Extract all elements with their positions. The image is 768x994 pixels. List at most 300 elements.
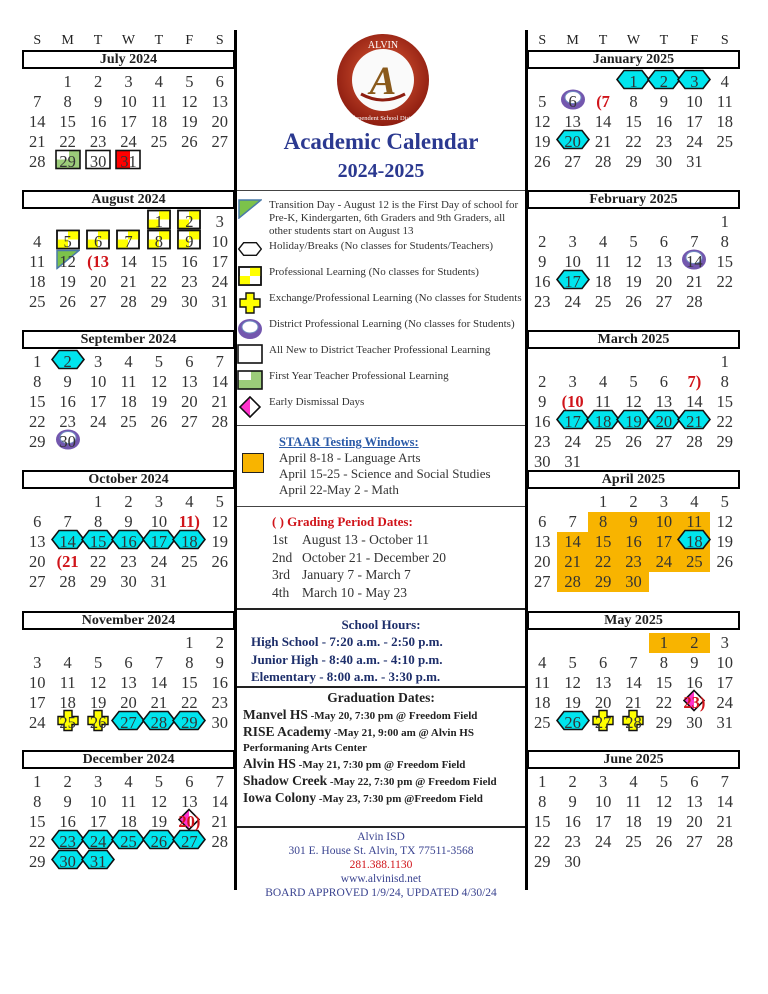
day-cell[interactable] — [144, 532, 174, 552]
day-cell[interactable] — [22, 412, 52, 432]
day-cell[interactable] — [113, 673, 143, 693]
day-cell[interactable] — [205, 512, 235, 532]
day-cell[interactable] — [144, 92, 174, 112]
day-cell[interactable] — [22, 252, 52, 272]
day-cell[interactable] — [113, 292, 143, 312]
day-cell[interactable] — [144, 772, 174, 792]
day-cell[interactable] — [113, 713, 143, 733]
day-cell[interactable] — [22, 812, 52, 832]
day-cell[interactable] — [588, 92, 618, 112]
day-cell[interactable] — [174, 772, 204, 792]
day-cell[interactable] — [679, 633, 709, 653]
day-cell[interactable] — [618, 432, 648, 452]
day-cell[interactable] — [710, 272, 740, 292]
day-cell[interactable] — [527, 572, 557, 592]
day-cell[interactable] — [205, 72, 235, 92]
day-cell[interactable] — [144, 272, 174, 292]
day-cell[interactable] — [22, 92, 52, 112]
day-cell[interactable] — [113, 572, 143, 592]
day-cell[interactable] — [113, 552, 143, 572]
day-cell[interactable] — [710, 532, 740, 552]
day-cell[interactable] — [527, 673, 557, 693]
day-cell[interactable] — [52, 653, 82, 673]
day-cell[interactable] — [649, 412, 679, 432]
day-cell[interactable] — [588, 412, 618, 432]
day-cell[interactable] — [174, 352, 204, 372]
day-cell[interactable] — [52, 272, 82, 292]
day-cell[interactable] — [557, 673, 587, 693]
day-cell[interactable] — [205, 832, 235, 852]
day-cell[interactable] — [527, 132, 557, 152]
day-cell[interactable] — [527, 272, 557, 292]
day-cell[interactable] — [557, 832, 587, 852]
day-cell[interactable] — [588, 552, 618, 572]
day-cell[interactable] — [205, 232, 235, 252]
day-cell[interactable] — [618, 552, 648, 572]
day-cell[interactable] — [83, 72, 113, 92]
day-cell[interactable] — [174, 392, 204, 412]
day-cell[interactable] — [679, 412, 709, 432]
day-cell[interactable] — [174, 653, 204, 673]
day-cell[interactable] — [52, 532, 82, 552]
day-cell[interactable] — [83, 352, 113, 372]
day-cell[interactable] — [588, 572, 618, 592]
day-cell[interactable] — [588, 292, 618, 312]
day-cell[interactable] — [113, 232, 143, 252]
day-cell[interactable] — [83, 772, 113, 792]
day-cell[interactable] — [557, 552, 587, 572]
day-cell[interactable] — [618, 232, 648, 252]
day-cell[interactable] — [618, 792, 648, 812]
day-cell[interactable] — [83, 252, 113, 272]
day-cell[interactable] — [649, 92, 679, 112]
day-cell[interactable] — [588, 252, 618, 272]
day-cell[interactable] — [83, 552, 113, 572]
day-cell[interactable] — [588, 492, 618, 512]
day-cell[interactable] — [649, 512, 679, 532]
day-cell[interactable] — [83, 392, 113, 412]
day-cell[interactable] — [557, 713, 587, 733]
day-cell[interactable] — [52, 772, 82, 792]
day-cell[interactable] — [679, 552, 709, 572]
day-cell[interactable] — [679, 792, 709, 812]
day-cell[interactable] — [649, 673, 679, 693]
day-cell[interactable] — [649, 653, 679, 673]
day-cell[interactable] — [174, 112, 204, 132]
day-cell[interactable] — [588, 272, 618, 292]
day-cell[interactable] — [557, 572, 587, 592]
day-cell[interactable] — [710, 512, 740, 532]
day-cell[interactable] — [618, 292, 648, 312]
day-cell[interactable] — [22, 832, 52, 852]
day-cell[interactable] — [22, 372, 52, 392]
day-cell[interactable] — [52, 92, 82, 112]
day-cell[interactable] — [113, 532, 143, 552]
day-cell[interactable] — [22, 432, 52, 452]
day-cell[interactable] — [527, 852, 557, 872]
day-cell[interactable] — [205, 492, 235, 512]
day-cell[interactable] — [113, 492, 143, 512]
day-cell[interactable] — [22, 552, 52, 572]
day-cell[interactable] — [710, 673, 740, 693]
day-cell[interactable] — [205, 212, 235, 232]
day-cell[interactable] — [113, 72, 143, 92]
day-cell[interactable] — [710, 92, 740, 112]
day-cell[interactable] — [588, 112, 618, 132]
day-cell[interactable] — [557, 292, 587, 312]
day-cell[interactable] — [205, 693, 235, 713]
day-cell[interactable] — [205, 532, 235, 552]
day-cell[interactable] — [588, 512, 618, 532]
day-cell[interactable] — [144, 292, 174, 312]
day-cell[interactable] — [649, 492, 679, 512]
day-cell[interactable] — [144, 572, 174, 592]
day-cell[interactable] — [52, 673, 82, 693]
day-cell[interactable] — [174, 272, 204, 292]
day-cell[interactable] — [649, 272, 679, 292]
day-cell[interactable] — [205, 633, 235, 653]
day-cell[interactable] — [649, 432, 679, 452]
day-cell[interactable] — [52, 372, 82, 392]
day-cell[interactable] — [649, 532, 679, 552]
day-cell[interactable] — [52, 352, 82, 372]
day-cell[interactable] — [22, 572, 52, 592]
day-cell[interactable] — [679, 152, 709, 172]
day-cell[interactable] — [144, 832, 174, 852]
day-cell[interactable] — [649, 152, 679, 172]
day-cell[interactable] — [710, 372, 740, 392]
day-cell[interactable] — [649, 252, 679, 272]
day-cell[interactable] — [83, 673, 113, 693]
day-cell[interactable] — [113, 92, 143, 112]
day-cell[interactable] — [710, 792, 740, 812]
day-cell[interactable] — [588, 432, 618, 452]
day-cell[interactable] — [588, 152, 618, 172]
day-cell[interactable] — [205, 112, 235, 132]
day-cell[interactable] — [649, 693, 679, 713]
day-cell[interactable] — [527, 292, 557, 312]
day-cell[interactable] — [649, 112, 679, 132]
day-cell[interactable] — [679, 292, 709, 312]
day-cell[interactable] — [205, 352, 235, 372]
day-cell[interactable] — [205, 713, 235, 733]
day-cell[interactable] — [588, 132, 618, 152]
day-cell[interactable] — [113, 653, 143, 673]
footer-website[interactable]: www.alvinisd.net — [340, 873, 422, 885]
day-cell[interactable] — [144, 792, 174, 812]
day-cell[interactable] — [618, 512, 648, 532]
day-cell[interactable] — [618, 532, 648, 552]
day-cell[interactable] — [113, 832, 143, 852]
day-cell[interactable] — [557, 152, 587, 172]
day-cell[interactable] — [557, 852, 587, 872]
day-cell[interactable] — [527, 693, 557, 713]
day-cell[interactable] — [649, 292, 679, 312]
day-cell[interactable] — [83, 713, 113, 733]
day-cell[interactable] — [174, 92, 204, 112]
day-cell[interactable] — [649, 232, 679, 252]
day-cell[interactable] — [649, 772, 679, 792]
day-cell[interactable] — [83, 572, 113, 592]
day-cell[interactable] — [205, 92, 235, 112]
day-cell[interactable] — [618, 72, 648, 92]
day-cell[interactable] — [527, 713, 557, 733]
day-cell[interactable] — [710, 232, 740, 252]
day-cell[interactable] — [649, 792, 679, 812]
day-cell[interactable] — [52, 252, 82, 272]
day-cell[interactable] — [174, 372, 204, 392]
day-cell[interactable] — [205, 252, 235, 272]
day-cell[interactable] — [22, 272, 52, 292]
day-cell[interactable] — [679, 653, 709, 673]
day-cell[interactable] — [22, 232, 52, 252]
day-cell[interactable] — [83, 92, 113, 112]
day-cell[interactable] — [205, 673, 235, 693]
day-cell[interactable] — [710, 352, 740, 372]
day-cell[interactable] — [557, 272, 587, 292]
day-cell[interactable] — [113, 112, 143, 132]
day-cell[interactable] — [527, 452, 557, 472]
day-cell[interactable] — [83, 292, 113, 312]
day-cell[interactable] — [144, 392, 174, 412]
day-cell[interactable] — [557, 412, 587, 432]
day-cell[interactable] — [527, 832, 557, 852]
day-cell[interactable] — [649, 72, 679, 92]
day-cell[interactable] — [174, 633, 204, 653]
day-cell[interactable] — [205, 772, 235, 792]
day-cell[interactable] — [174, 132, 204, 152]
day-cell[interactable] — [679, 832, 709, 852]
day-cell[interactable] — [174, 832, 204, 852]
day-cell[interactable] — [710, 412, 740, 432]
day-cell[interactable] — [144, 72, 174, 92]
day-cell[interactable] — [22, 693, 52, 713]
day-cell[interactable] — [557, 772, 587, 792]
day-cell[interactable] — [527, 112, 557, 132]
day-cell[interactable] — [174, 492, 204, 512]
day-cell[interactable] — [527, 232, 557, 252]
day-cell[interactable] — [52, 292, 82, 312]
day-cell[interactable] — [83, 653, 113, 673]
day-cell[interactable] — [174, 713, 204, 733]
day-cell[interactable] — [144, 713, 174, 733]
day-cell[interactable] — [174, 812, 204, 832]
day-cell[interactable] — [618, 372, 648, 392]
day-cell[interactable] — [527, 792, 557, 812]
day-cell[interactable] — [205, 552, 235, 572]
day-cell[interactable] — [557, 372, 587, 392]
day-cell[interactable] — [83, 152, 113, 172]
day-cell[interactable] — [83, 232, 113, 252]
day-cell[interactable] — [588, 232, 618, 252]
day-cell[interactable] — [113, 252, 143, 272]
day-cell[interactable] — [679, 492, 709, 512]
day-cell[interactable] — [527, 512, 557, 532]
day-cell[interactable] — [679, 112, 709, 132]
day-cell[interactable] — [83, 112, 113, 132]
day-cell[interactable] — [618, 772, 648, 792]
day-cell[interactable] — [22, 532, 52, 552]
day-cell[interactable] — [83, 412, 113, 432]
day-cell[interactable] — [205, 132, 235, 152]
day-cell[interactable] — [710, 713, 740, 733]
day-cell[interactable] — [710, 772, 740, 792]
day-cell[interactable] — [710, 653, 740, 673]
day-cell[interactable] — [588, 812, 618, 832]
day-cell[interactable] — [22, 132, 52, 152]
day-cell[interactable] — [618, 572, 648, 592]
day-cell[interactable] — [588, 653, 618, 673]
day-cell[interactable] — [22, 152, 52, 172]
day-cell[interactable] — [649, 633, 679, 653]
day-cell[interactable] — [618, 252, 648, 272]
day-cell[interactable] — [22, 673, 52, 693]
day-cell[interactable] — [557, 532, 587, 552]
day-cell[interactable] — [618, 492, 648, 512]
day-cell[interactable] — [710, 72, 740, 92]
day-cell[interactable] — [205, 792, 235, 812]
day-cell[interactable] — [557, 452, 587, 472]
day-cell[interactable] — [113, 392, 143, 412]
day-cell[interactable] — [144, 132, 174, 152]
day-cell[interactable] — [649, 132, 679, 152]
day-cell[interactable] — [527, 552, 557, 572]
day-cell[interactable] — [679, 92, 709, 112]
day-cell[interactable] — [83, 372, 113, 392]
day-cell[interactable] — [144, 492, 174, 512]
day-cell[interactable] — [710, 392, 740, 412]
day-cell[interactable] — [679, 693, 709, 713]
day-cell[interactable] — [710, 132, 740, 152]
day-cell[interactable] — [113, 152, 143, 172]
day-cell[interactable] — [22, 653, 52, 673]
day-cell[interactable] — [618, 152, 648, 172]
day-cell[interactable] — [527, 653, 557, 673]
day-cell[interactable] — [205, 392, 235, 412]
day-cell[interactable] — [52, 392, 82, 412]
day-cell[interactable] — [174, 532, 204, 552]
day-cell[interactable] — [618, 112, 648, 132]
day-cell[interactable] — [113, 272, 143, 292]
day-cell[interactable] — [557, 512, 587, 532]
day-cell[interactable] — [174, 252, 204, 272]
day-cell[interactable] — [174, 72, 204, 92]
day-cell[interactable] — [710, 492, 740, 512]
day-cell[interactable] — [144, 673, 174, 693]
day-cell[interactable] — [557, 92, 587, 112]
day-cell[interactable] — [618, 132, 648, 152]
day-cell[interactable] — [557, 132, 587, 152]
day-cell[interactable] — [52, 432, 82, 452]
day-cell[interactable] — [618, 673, 648, 693]
day-cell[interactable] — [710, 812, 740, 832]
day-cell[interactable] — [144, 412, 174, 432]
day-cell[interactable] — [710, 212, 740, 232]
day-cell[interactable] — [679, 532, 709, 552]
day-cell[interactable] — [205, 272, 235, 292]
day-cell[interactable] — [710, 832, 740, 852]
day-cell[interactable] — [52, 112, 82, 132]
day-cell[interactable] — [710, 432, 740, 452]
day-cell[interactable] — [205, 412, 235, 432]
day-cell[interactable] — [174, 552, 204, 572]
day-cell[interactable] — [710, 693, 740, 713]
day-cell[interactable] — [52, 552, 82, 572]
day-cell[interactable] — [649, 832, 679, 852]
day-cell[interactable] — [22, 852, 52, 872]
day-cell[interactable] — [679, 432, 709, 452]
day-cell[interactable] — [679, 812, 709, 832]
day-cell[interactable] — [174, 292, 204, 312]
day-cell[interactable] — [144, 372, 174, 392]
day-cell[interactable] — [649, 812, 679, 832]
day-cell[interactable] — [679, 252, 709, 272]
day-cell[interactable] — [52, 792, 82, 812]
day-cell[interactable] — [710, 112, 740, 132]
day-cell[interactable] — [588, 713, 618, 733]
day-cell[interactable] — [144, 552, 174, 572]
day-cell[interactable] — [22, 112, 52, 132]
day-cell[interactable] — [527, 92, 557, 112]
day-cell[interactable] — [618, 92, 648, 112]
day-cell[interactable] — [588, 772, 618, 792]
day-cell[interactable] — [22, 352, 52, 372]
day-cell[interactable] — [113, 372, 143, 392]
day-cell[interactable] — [144, 112, 174, 132]
day-cell[interactable] — [205, 372, 235, 392]
day-cell[interactable] — [52, 572, 82, 592]
day-cell[interactable] — [618, 653, 648, 673]
day-cell[interactable] — [618, 713, 648, 733]
day-cell[interactable] — [22, 392, 52, 412]
day-cell[interactable] — [174, 512, 204, 532]
day-cell[interactable] — [83, 852, 113, 872]
day-cell[interactable] — [205, 653, 235, 673]
day-cell[interactable] — [618, 812, 648, 832]
day-cell[interactable] — [113, 792, 143, 812]
day-cell[interactable] — [527, 772, 557, 792]
day-cell[interactable] — [527, 392, 557, 412]
day-cell[interactable] — [618, 832, 648, 852]
day-cell[interactable] — [144, 653, 174, 673]
day-cell[interactable] — [710, 633, 740, 653]
day-cell[interactable] — [588, 832, 618, 852]
day-cell[interactable] — [527, 532, 557, 552]
day-cell[interactable] — [52, 852, 82, 872]
day-cell[interactable] — [588, 673, 618, 693]
day-cell[interactable] — [83, 272, 113, 292]
day-cell[interactable] — [144, 252, 174, 272]
day-cell[interactable] — [649, 552, 679, 572]
day-cell[interactable] — [113, 412, 143, 432]
day-cell[interactable] — [649, 713, 679, 733]
day-cell[interactable] — [588, 532, 618, 552]
day-cell[interactable] — [52, 152, 82, 172]
day-cell[interactable] — [527, 432, 557, 452]
day-cell[interactable] — [557, 432, 587, 452]
day-cell[interactable] — [527, 812, 557, 832]
day-cell[interactable] — [144, 232, 174, 252]
day-cell[interactable] — [113, 352, 143, 372]
day-cell[interactable] — [527, 372, 557, 392]
day-cell[interactable] — [557, 653, 587, 673]
day-cell[interactable] — [710, 552, 740, 572]
day-cell[interactable] — [618, 412, 648, 432]
day-cell[interactable] — [22, 772, 52, 792]
day-cell[interactable] — [22, 792, 52, 812]
day-cell[interactable] — [679, 772, 709, 792]
day-cell[interactable] — [52, 72, 82, 92]
